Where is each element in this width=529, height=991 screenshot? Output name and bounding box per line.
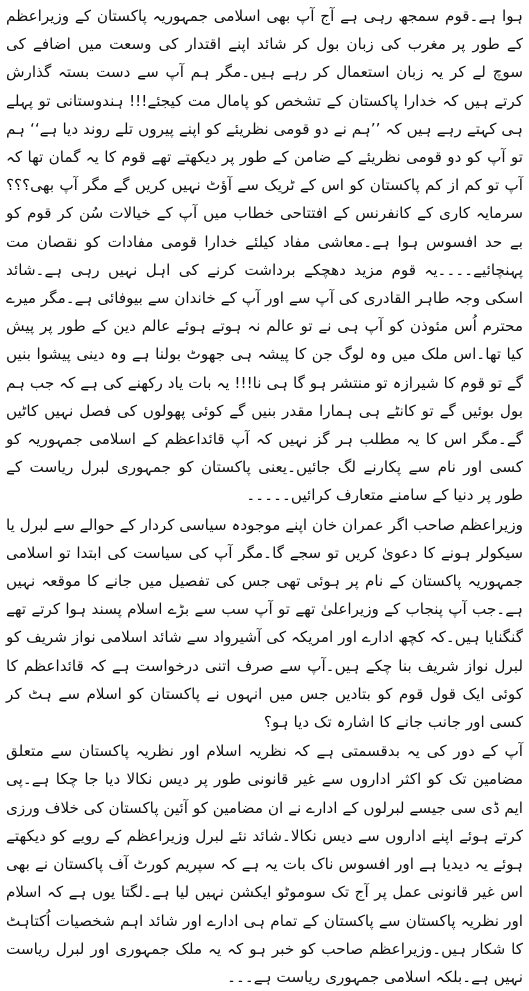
article-paragraph-3: آپ کے دور کی یہ بدقسمتی ہے کہ نظریہ اسلام اور نظریہ پاکستان سے متعلق مضامین تک کو اکثر اداروں سے غیر قانونی طور پر دیس نکالا دیا جا چکا ہے۔پی ایم ڈی سی جیسے لبرلوں کے ادارے نے ان مضامین کو آئین پاکستان کی خلاف ورزی کرتے ہوئے اپنے اداروں سے دیس نکالا۔شائد نئے لبرل وزیراعظم کے رویے کو دیکھتے ہوئے یہ دیدیا ہے اور افسوس ناک بات یہ ہے کہ سپریم کورٹ آف پاکستان نے بھی اس غیر قانونی عمل پر آج تک سوموٹو ایکشن نہیں لیا ہے۔لگتا یوں ہے کہ اسلام اور نظریہ پاکستان سے پاکستان کے تمام ہی ادارے اور شائد اہم شخصیات اُکتاہٹ کا شکار ہیں۔وزیراعظم صاحب کو خبر ہو کہ یہ ملک جمہوری اور لبرل ریاست نہیں ہے۔بلکہ اسلامی جمہوری ریاست ہے۔۔۔ — [6, 742, 523, 986]
article-paragraph-1: ہوا ہے۔قوم سمجھ رہی ہے آج آپ بھی اسلامی جمہوریہ پاکستان کے وزیراعظم کے طور پر مغرب کی زبان بول کر شائد اپنے اقتدار کی وسعت میں اضافے کی سوچ لے کر یہ زبان استعمال کر رہے ہیں۔مگر ہم آپ سے دست بستہ گذارش کرتے ہیں کہ خدارا پاکستان کے تشخص کو پامال مت کیجئے!!! ہندوستانی تو پہلے ہی کہتے رہے ہیں کہ ’’ہم نے دو قومی نظریئے کو اپنے پیروں تلے روند دیا ہے‘‘ ہم تو آپ کو دو قومی نظریئے کے ضامن کے طور پر دیکھتے تھے قوم کا یہ گمان تھا کہ آپ تو کم از کم پاکستان کو اس کے ٹریک سے آؤٹ نہیں کریں گے مگر آپ بھی؟؟؟ سرمایہ کاری کے کانفرنس کے افتتاحی خطاب میں آپ کے خیالات سُن کر قوم کو بے حد افسوس ہوا ہے۔معاشی مفاد کیلئے خدارا قومی مفادات کو نقصان مت پہنچائیے۔۔۔۔یہ قوم مزید دھچکے برداشت کرنے کی اہل نہیں رہی ہے۔شائد اسکی وجہ طاہر القادری کی آپ سے اور آپ کے خاندان سے بیوفائی ہے۔مگر میرے محترم اُس مئوذن کو آپ ہی نے تو عالم نہ ہوتے ہوئے عالم دین کے طور پر پیش کیا تھا۔اس ملک میں وہ لوگ جن کا پیشہ ہی جھوٹ بولنا ہے وہ دینی پیشوا بنیں گے تو قوم کا شیرازہ تو منتشر ہو گا ہی نا!!! یہ بات یاد رکھنے کی ہے کہ جب ہم بول بوئیں گے تو کانٹے ہی ہمارا مقدر بنیں گے کوئی پھولوں کی فصل نہیں کاٹیں گے۔مگر اس کا یہ مطلب ہر گز نہیں کہ آپ قائداعظم کے اسلامی جمہوریہ کو کسی اور نام سے پکارنے لگ جائیں۔یعنی پاکستان کو جمہوری لبرل ریاست کے طور پر دنیا کے سامنے متعارف کرائیں۔۔۔۔۔ — [6, 7, 523, 505]
article-paragraph-2: وزیراعظم صاحب اگر عمران خان اپنے موجودہ سیاسی کردار کے حوالے سے لبرل یا سیکولر ہونے کا دعویٰ کریں تو سجے گا۔مگر آپ کی سیاست کی ابتدا تو اسلامی جمہوریہ پاکستان کے نام پر ہوئی تھی جس کی تفصیل میں جانے کا موقعہ نہیں ہے۔جب آپ پنجاب کے وزیراعلیٰ تھے تو آپ سب سے بڑے اسلام پسند ہوا کرتے تھے گنگنایا ہیں۔کہ کچھ ادارے اور امریکہ کی آشیرواد سے شائد اسلامی نواز شریف کو لبرل نواز شریف بنا چکے ہیں۔آپ سے صرف اتنی درخواست ہے کہ قائداعظم کا کوئی ایک قول قوم کو بتادیں جس میں انہوں نے پاکستان کو اسلام سے ہٹ کر کسی اور جانب جانے کا اشارہ تک دیا ہو؟ — [6, 515, 523, 732]
